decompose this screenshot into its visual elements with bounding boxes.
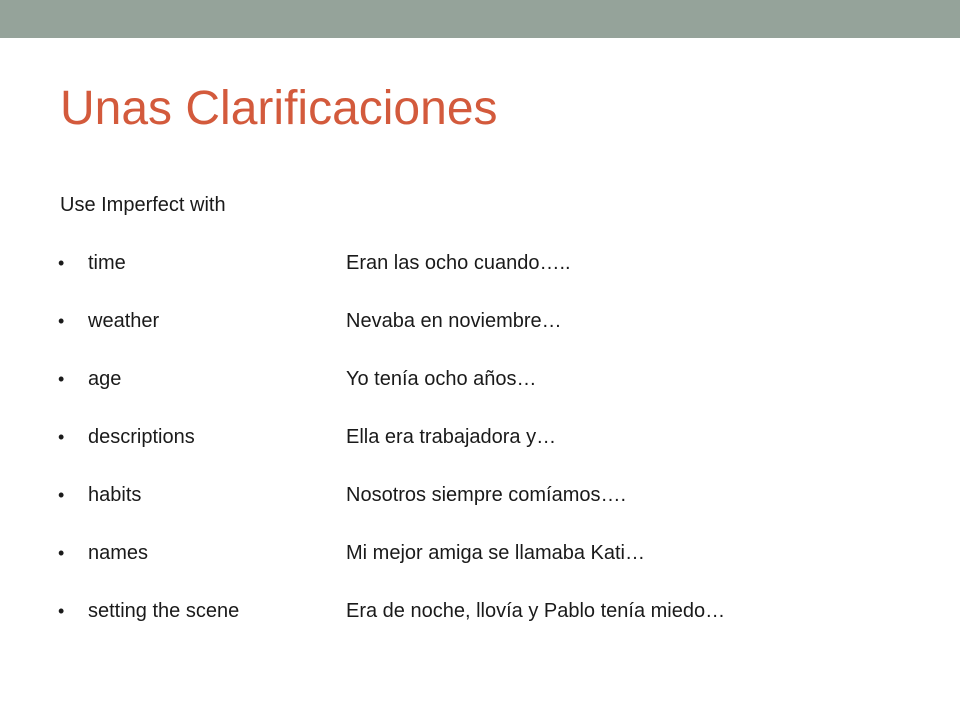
- bullet-term: habits: [88, 484, 142, 506]
- list-item: [58, 540, 918, 598]
- bullet-example: Nosotros siempre comíamos….: [346, 484, 627, 506]
- intro-text: Use Imperfect with: [60, 194, 226, 216]
- bullet-dot-icon: •: [58, 253, 65, 273]
- list-item: [58, 598, 918, 656]
- bullet-dot-icon: •: [58, 427, 65, 447]
- bullet-example: Mi mejor amiga se llamaba Kati…: [346, 542, 645, 564]
- list-item: [58, 424, 918, 482]
- top-accent-bar: [0, 0, 960, 38]
- list-item: [58, 308, 918, 366]
- bullet-example: Nevaba en noviembre…: [346, 310, 562, 332]
- bullet-dot-icon: •: [58, 543, 65, 563]
- bullet-dot-icon: •: [58, 369, 65, 389]
- bullet-example: Yo tenía ocho años…: [346, 368, 537, 390]
- bullet-term: time: [88, 252, 126, 274]
- bullet-example: Ella era trabajadora y…: [346, 426, 557, 448]
- bullet-term: descriptions: [88, 426, 195, 448]
- list-item: [58, 482, 918, 540]
- bullet-dot-icon: •: [58, 311, 65, 331]
- bullet-term: weather: [88, 310, 160, 332]
- slide-title: Unas Clarificaciones: [60, 82, 498, 135]
- bullet-term: setting the scene: [88, 600, 240, 622]
- bullet-dot-icon: •: [58, 601, 65, 621]
- bullet-term: age: [88, 368, 122, 390]
- bullet-list: [58, 250, 918, 656]
- bullet-dot-icon: •: [58, 485, 65, 505]
- bullet-term: names: [88, 542, 149, 564]
- list-item: [58, 250, 918, 308]
- list-item: [58, 366, 918, 424]
- bullet-example: Era de noche, llovía y Pablo tenía miedo…: [346, 600, 726, 622]
- bullet-example: Eran las ocho cuando…..: [346, 252, 571, 274]
